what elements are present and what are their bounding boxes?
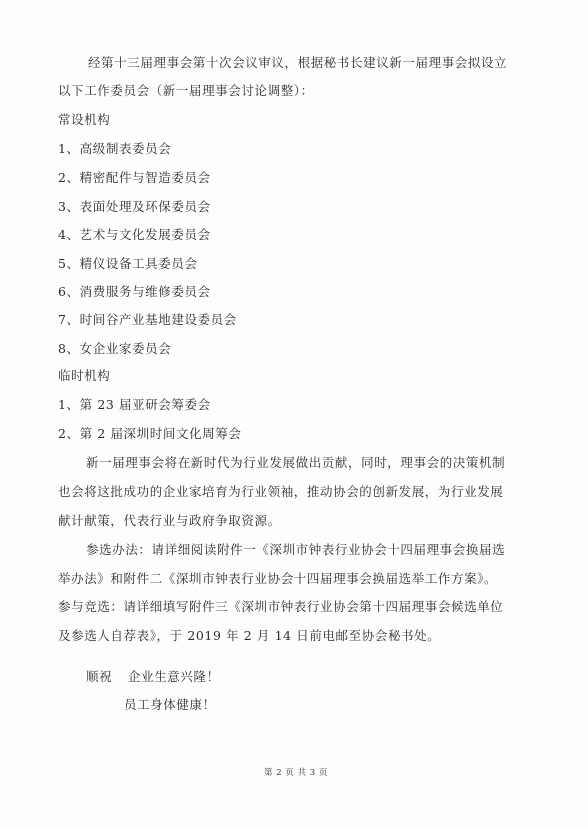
paragraph-line-2: 也会将这批成功的企业家培育为行业领袖，推动协会的创新发展，为行业发展 — [58, 484, 504, 499]
standing-item-3: 3、表面处理及环保委员会 — [58, 199, 211, 214]
standing-item-6: 6、消费服务与维修委员会 — [58, 284, 211, 299]
temporary-item-2: 2、第 2 届深圳时间文化周筹会 — [58, 426, 242, 441]
closing-wish-2: 员工身体健康！ — [124, 697, 216, 712]
standing-item-4: 4、艺术与文化发展委员会 — [58, 227, 211, 242]
competition-line-1: 参与竞选：请详细填写附件三《深圳市钟表行业协会第十四届理事会候选单位 — [58, 599, 504, 614]
standing-item-8: 8、女企业家委员会 — [58, 341, 172, 356]
paragraph-line-1: 新一届理事会将在新时代为行业发展做出贡献，同时，理事会的决策机制 — [86, 455, 506, 470]
closing-wish-1: 企业生意兴隆！ — [128, 669, 220, 684]
paragraph-line-3: 献计献策，代表行业与政府争取资源。 — [58, 513, 281, 528]
standing-item-2: 2、精密配件与智造委员会 — [58, 170, 211, 185]
standing-item-7: 7、时间谷产业基地建设委员会 — [58, 312, 237, 327]
participation-line-1: 参选办法：请详细阅读附件一《深圳市钟表行业协会十四届理事会换届选 — [86, 542, 506, 557]
competition-line-2: 及参选人自荐表》，于 2019 年 2 月 14 日前电邮至协会秘书处。 — [58, 628, 441, 643]
temporary-item-1: 1、第 23 届亚研会筹委会 — [58, 397, 211, 412]
standing-item-5: 5、精仪设备工具委员会 — [58, 256, 198, 271]
closing-salute: 顺祝 — [86, 669, 113, 684]
page-number: 第 2 页 共 3 页 — [264, 768, 328, 778]
participation-line-2: 举办法》和附件二《深圳市钟表行业协会十四届理事会换届选举工作方案》。 — [58, 571, 498, 586]
standing-heading: 常设机构 — [58, 112, 111, 127]
intro-line-1: 经第十三届理事会第十次会议审议，根据秘书长建议新一届理事会拟设立 — [88, 55, 508, 70]
temporary-heading: 临时机构 — [58, 368, 111, 383]
standing-item-1: 1、高级制表委员会 — [58, 141, 172, 156]
intro-line-2: 以下工作委员会（新一届理事会讨论调整）： — [58, 83, 314, 98]
